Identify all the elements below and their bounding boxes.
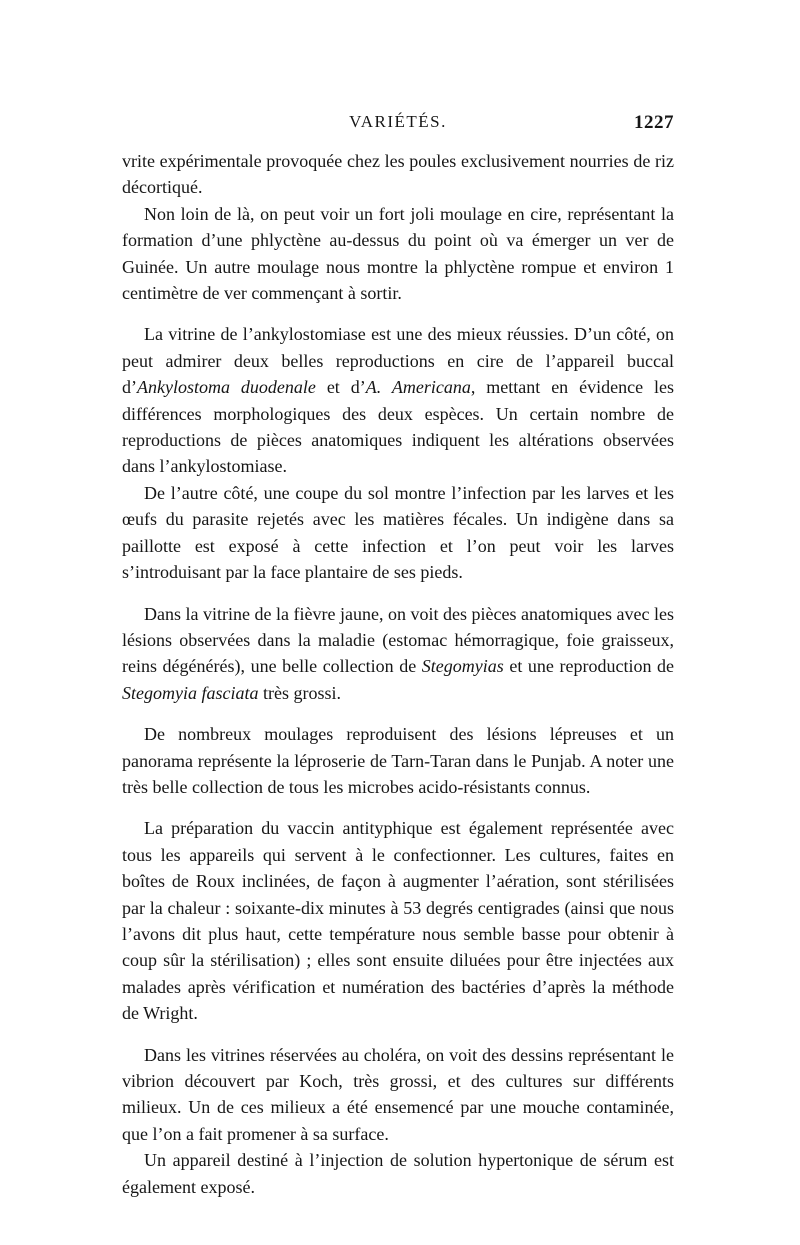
italic-species-name: Ankylostoma duodenale	[137, 377, 316, 398]
text-run: De nombreux moulages reproduisent des lésions lépreuses et un panorama représente la léproserie de Tarn-Taran dans le Punjab. A noter une très belle collection de tous les microbes acido-résistants connus.	[122, 724, 674, 797]
paragraph-soil-section	[122, 480, 674, 586]
body-text	[122, 148, 674, 1200]
paragraph-typhoid-vaccine	[122, 815, 674, 1026]
text-run: La préparation du vaccin antityphique est également représentée avec tous les appareils qui servent à le confectionner. Les cultures, faites en boîtes de Roux inclinées, de façon à augmenter l’aération, sont stérilisées par la chaleur : soixante-dix minutes à 53 degrés centigrades (ainsi que nous l’avons dit plus haut, cette température nous semble basse pour obtenir à coup sûr la stérilisation) ; elles sont ensuite diluées pour être injectées aux malades après vérification et numération des bactéries d’après la méthode de Wright.	[122, 818, 674, 1024]
text-run: Dans la vitrine de la fièvre jaune, on voit des pièces anatomiques avec les lésions observées dans la maladie (estomac hémorragique, foie graisseux, reins dégénérés), une belle collection de	[122, 603, 674, 677]
page-header	[122, 112, 674, 142]
paragraph-yellow-fever	[122, 601, 674, 707]
paragraph-ankylostomiasis	[122, 321, 674, 479]
text-run: De l’autre côté, une coupe du sol montre l’infection par les larves et les œufs du parasite rejetés avec les matières fécales. Un indigène dans sa paillotte est exposé à cette infection et l’on peut voir les larves s’introduisant par la face plantaire de ses pieds.	[122, 482, 674, 583]
running-head: VARIÉTÉS.	[349, 112, 447, 131]
text-run: Non loin de là, on peut voir un fort joli moulage en cire, représentant la formation d’une phlyctène au-dessus du point où va émerger un ver de Guinée. Un autre moulage nous montre la phlyctène rompue et environ 1 centimètre de ver commençant à sortir.	[122, 203, 674, 304]
text-run: vrite expérimentale provoquée chez les poules exclusivement nourries de riz décortiqué.	[122, 151, 674, 198]
text-run: Un appareil destiné à l’injection de solution hypertonique de sérum est également exposé.	[122, 1150, 674, 1197]
text-run: La vitrine de l’ankylostomiase est une des mieux réussies. D’un côté, on peut admirer deux belles reproductions en cire de l’appareil buccal d’	[122, 324, 674, 398]
paragraph-hypertonic-serum	[122, 1147, 674, 1200]
page-number: 1227	[634, 112, 674, 133]
text-run: et une reproduction de	[503, 656, 674, 677]
paragraph-guinea-worm	[122, 201, 674, 307]
text-run: , mettant en évidence les différences morphologiques des deux espèces. Un certain nombre de reproductions de pièces anatomiques indiquent les altérations observées dans l’ankylostomiase.	[122, 377, 674, 477]
italic-species-name: A. Americana	[365, 377, 471, 398]
paragraph-cholera	[122, 1042, 674, 1148]
text-run: Dans les vitrines réservées au choléra, on voit des dessins représentant le vibrion découvert par Koch, très grossi, et des cultures sur différents milieux. Un de ces milieux a été ensemencé par une mouche contaminée, que l’on a fait promener à sa surface.	[122, 1044, 674, 1144]
text-run: très grossi.	[258, 682, 341, 703]
text-run: et d’	[315, 377, 366, 398]
italic-species-name: Stegomyia fasciata	[122, 682, 259, 703]
italic-species-name: Stegomyias	[421, 656, 504, 677]
paragraph-leprosy	[122, 721, 674, 800]
paragraph-continuation	[122, 148, 674, 201]
book-page	[122, 112, 674, 1200]
